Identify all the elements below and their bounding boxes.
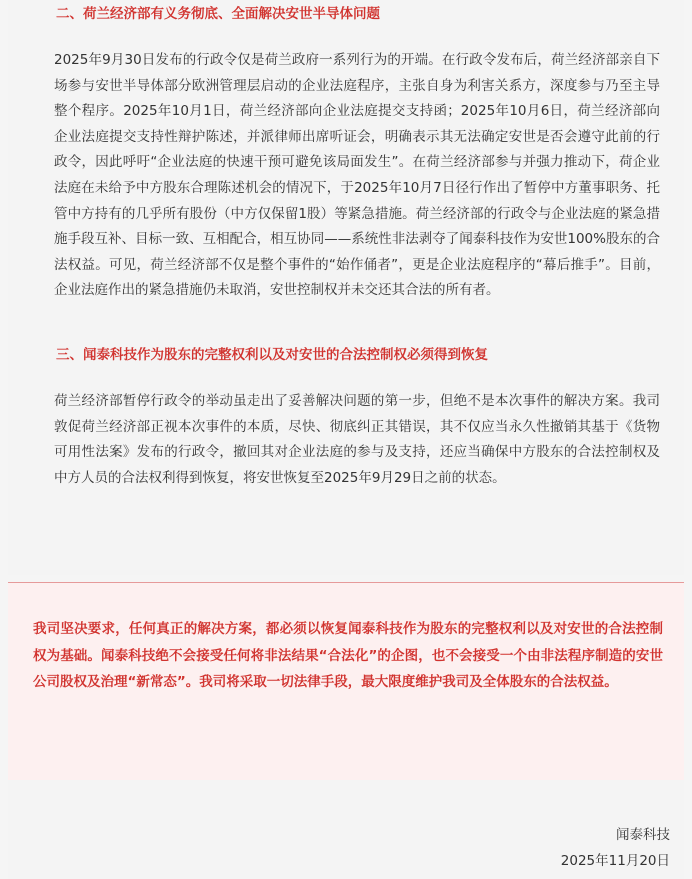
section-heading-3: 三、闻泰科技作为股东的完整权利以及对安世的合法控制权必须得到恢复 [56,347,488,363]
section-paragraph-2: 2025年9月30日发布的行政令仅是荷兰政府一系列行为的开端。在行政令发布后，荷兰经济部亲自下场参与安世半导体部分欧洲管理层启动的企业法庭程序，主张自身为利害关系方，深度参与乃至主导整个程序。2025年10月1日，荷兰经济部向企业法庭提交支持函；2025年10月6日，荷兰经济部向企业法庭提交支持性辩护陈述，并派律师出席听证会，明确表示其无法确定安世是否会遵守此前的行政令，因此呼吁“企业法庭的快速干预可避免该局面发生”。在荷兰经济部参与并强力推动下，荷企业法庭在未给予中方股东合理陈述机会的情况下，于2025年10月7日径行作出了暂停中方董事职务、托管中方持有的几乎所有股份（中方仅保留1股）等紧急措施。荷兰经济部的行政令与企业法庭的紧急措施手段互补、目标一致、互相配合，相互协同——系统性非法剥夺了闻泰科技作为安世100%股东的合法权益。可见，荷兰经济部不仅是整个事件的“始作俑者”，更是企业法庭程序的“幕后推手”。目前，企业法庭作出的紧急措施仍未取消，安世控制权并未交还其合法的所有者。 [54,52,660,299]
article-body [8,0,684,575]
section-heading-2: 二、荷兰经济部有义务彻底、全面解决安世半导体问题 [56,6,380,22]
highlight-notice-box [8,582,684,780]
company-signature: 闻泰科技 [616,827,670,843]
notice-text: 我司坚决要求，任何真正的解决方案，都必须以恢复闻泰科技作为股东的完整权利以及对安世的合法控制权为基础。闻泰科技绝不会接受任何将非法结果“合法化”的企图，也不会接受一个由非法程序制造的安世公司股权及治理“新常态”。我司将采取一切法律手段，最大限度维护我司及全体股东的合法权益。 [33,621,663,690]
publish-date: 2025年11月20日 [560,853,670,869]
section-paragraph-3: 荷兰经济部暂停行政令的举动虽走出了妥善解决问题的第一步，但绝不是本次事件的解决方案。我司敦促荷兰经济部正视本次事件的本质，尽快、彻底纠正其错误，其不仅应当永久性撤销其基于《货物可用性法案》发布的行政令，撤回其对企业法庭的参与及支持，还应当确保中方股东的合法控制权及中方人员的合法权利得到恢复，将安世恢复至2025年9月29日之前的状态。 [54,393,660,486]
